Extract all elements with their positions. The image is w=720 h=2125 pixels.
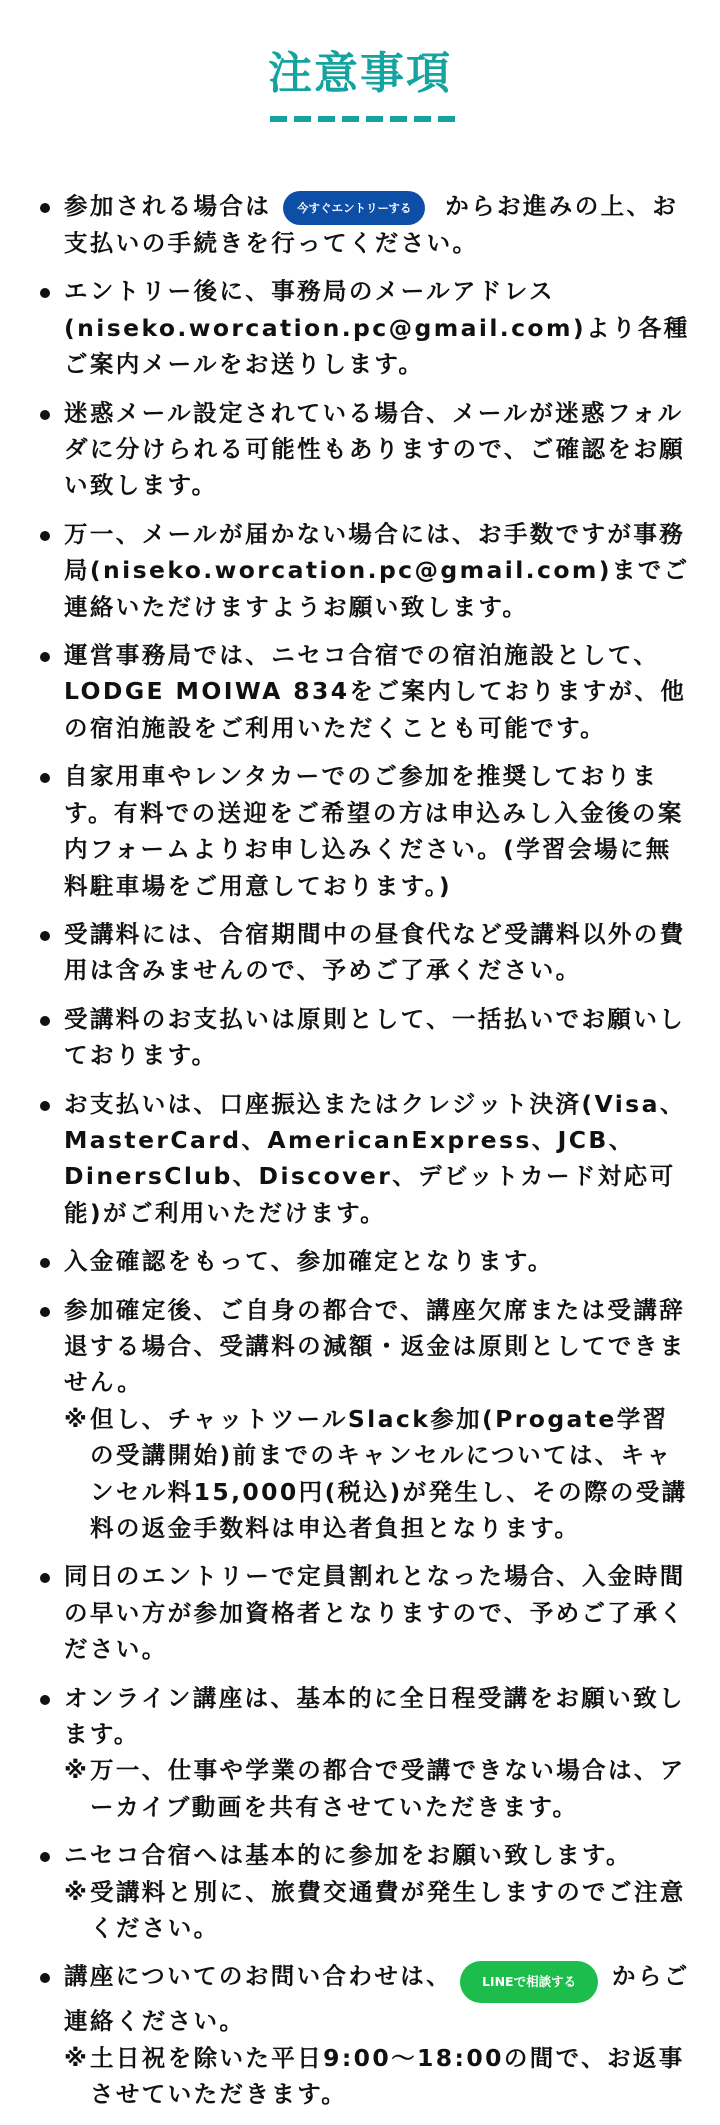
note-text-post: からお進みの上、お支払いの手続きを行ってください。 bbox=[64, 192, 679, 257]
note-item bbox=[0, 1837, 720, 1946]
bullet-icon bbox=[40, 288, 50, 298]
note-item bbox=[0, 273, 720, 382]
note-subnote-text: 但し、チャットツールSlack参加(Progate学習の受講開始)前までのキャンセルについては、キャンセル料15,000円(税込)が発生し、その際の受講料の返金手数料は申込者負担となります。 bbox=[90, 1404, 688, 1542]
note-subnote-text: 万一、仕事や学業の都合で受講できない場合は、アーカイブ動画を共有させていただきます。 bbox=[90, 1756, 686, 1821]
note-mark: ※ bbox=[64, 1877, 90, 1906]
note-text: 受講料のお支払いは原則として、一括払いでお願いしております。 bbox=[64, 1004, 686, 1070]
note-item bbox=[0, 1680, 720, 1826]
note-item bbox=[0, 1086, 720, 1232]
bullet-icon bbox=[40, 1016, 50, 1026]
note-entry bbox=[0, 188, 720, 261]
note-contact bbox=[0, 1958, 720, 2112]
bullet-icon bbox=[40, 1101, 50, 1111]
title-dashed-underline bbox=[270, 116, 456, 122]
note-subnote-text: 受講料と別に、旅費交通費が発生しますのでご注意ください。 bbox=[90, 1877, 686, 1943]
note-subnote bbox=[64, 1752, 690, 1825]
note-item bbox=[0, 1558, 720, 1667]
note-subnote bbox=[64, 1401, 690, 1547]
bullet-icon bbox=[40, 1573, 50, 1583]
note-text: 受講料には、合宿期間中の昼食代など受講料以外の費用は含みませんので、予めご了承ください。 bbox=[64, 919, 686, 985]
note-mark: ※ bbox=[64, 1756, 90, 1785]
note-text-pre: 講座についてのお問い合わせは、 bbox=[64, 1962, 453, 1991]
note-item bbox=[0, 1243, 720, 1279]
bullet-icon bbox=[40, 1695, 50, 1705]
note-text: 同日のエントリーで定員割れとなった場合、入金時間の早い方が参加資格者となりますので、予めご了承ください。 bbox=[64, 1562, 686, 1664]
note-text: エントリー後に、事務局のメールアドレス(niseko.worcation.pc@gmail.com)より各種ご案内メールをお送りします。 bbox=[64, 277, 690, 379]
notes-list bbox=[0, 188, 720, 2125]
note-text-post: からご連絡ください。 bbox=[64, 1962, 690, 2036]
bullet-icon bbox=[40, 1307, 50, 1317]
note-item bbox=[0, 1001, 720, 1074]
note-text: ニセコ合宿へは基本的に参加をお願い致します。 bbox=[64, 1841, 632, 1870]
note-item bbox=[0, 395, 720, 504]
page-title: 注意事項 bbox=[268, 48, 452, 99]
note-text: お支払いは、口座振込またはクレジット決済(Visa、MasterCard、AmericanExpress、JCB、DinersClub、Discover、デビットカード対応可能)がご利用いただけます。 bbox=[64, 1089, 686, 1227]
bullet-icon bbox=[40, 652, 50, 662]
note-mark: ※ bbox=[64, 1404, 90, 1433]
note-text: 万一、メールが届かない場合には、お手数ですが事務局(niseko.worcation.pc@gmail.com)までご連絡いただけますようお願い致します。 bbox=[64, 519, 690, 621]
entry-now-button[interactable]: 今すぐエントリーする bbox=[283, 191, 425, 225]
note-text-pre: 参加される場合は bbox=[64, 192, 272, 220]
bullet-icon bbox=[40, 931, 50, 941]
note-item bbox=[0, 637, 720, 746]
bullet-icon bbox=[40, 1973, 50, 1983]
line-consult-button[interactable]: LINEで相談する bbox=[460, 1961, 598, 2003]
note-text: 自家用車やレンタカーでのご参加を推奨しております。有料での送迎をご希望の方は申込みし入金後の案内フォームよりお申し込みください。(学習会場に無料駐車場をご用意しております。) bbox=[64, 762, 684, 900]
note-item bbox=[0, 516, 720, 625]
note-item bbox=[0, 1292, 720, 1547]
bullet-icon bbox=[40, 531, 50, 541]
note-text: 運営事務局では、ニセコ合宿での宿泊施設として、LODGE MOIWA 834をご案内しておりますが、他の宿泊施設をご利用いただくことも可能です。 bbox=[64, 641, 687, 742]
bullet-icon bbox=[40, 773, 50, 783]
note-subnote bbox=[64, 2040, 690, 2113]
note-text: オンライン講座は、基本的に全日程受講をお願い致します。 bbox=[64, 1683, 685, 1749]
bullet-icon bbox=[40, 1852, 50, 1862]
bullet-icon bbox=[40, 410, 50, 420]
bullet-icon bbox=[40, 1258, 50, 1268]
note-item bbox=[0, 758, 720, 904]
note-mark: ※ bbox=[64, 2043, 90, 2072]
note-subnote bbox=[64, 1874, 690, 1947]
note-text: 迷惑メール設定されている場合、メールが迷惑フォルダに分けられる可能性もありますので、ご確認をお願い致します。 bbox=[64, 398, 686, 500]
note-item bbox=[0, 916, 720, 989]
note-subnote-text: 土日祝を除いた平日9:00〜18:00の間で、お返事させていただきます。 bbox=[90, 2043, 685, 2109]
bullet-icon bbox=[40, 203, 50, 213]
note-text: 入金確認をもって、参加確定となります。 bbox=[64, 1247, 554, 1276]
note-text: 参加確定後、ご自身の都合で、講座欠席または受講辞退する場合、受講料の減額・返金は原則としてできません。 bbox=[64, 1295, 686, 1397]
